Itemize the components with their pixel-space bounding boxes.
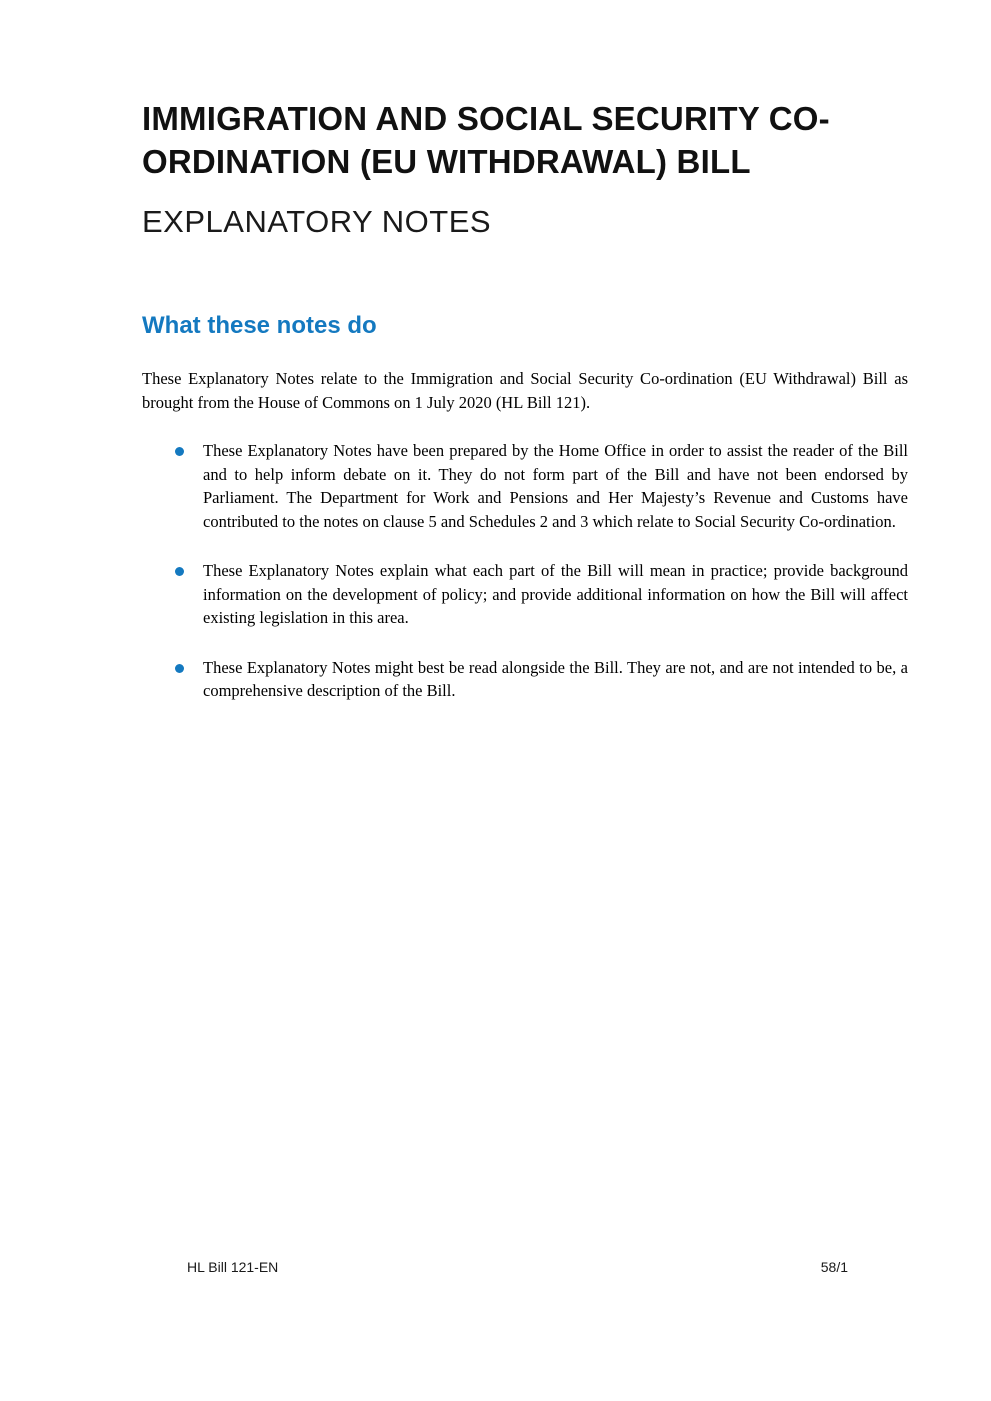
bullet-text: These Explanatory Notes explain what each part of the Bill will mean in practice; provide background information on the development of policy; and provide additional information on how the Bill will affect existing legislation in this area. bbox=[203, 561, 908, 627]
bill-title: IMMIGRATION AND SOCIAL SECURITY CO-ORDINATION (EU WITHDRAWAL) BILL bbox=[142, 100, 830, 180]
bullet-icon bbox=[175, 567, 184, 576]
page-footer bbox=[187, 1259, 848, 1275]
bullet-text: These Explanatory Notes might best be read alongside the Bill. They are not, and are not intended to be, a comprehensive description of the Bill. bbox=[203, 657, 908, 700]
section-heading: What these notes do bbox=[142, 312, 377, 339]
explanatory-notes-subtitle: EXPLANATORY NOTES bbox=[142, 204, 492, 239]
bullet-item bbox=[142, 656, 908, 703]
bullet-icon bbox=[175, 664, 184, 673]
footer-page-number: 58/1 bbox=[820, 1259, 848, 1275]
footer-bill-number: HL Bill 121-EN bbox=[187, 1259, 279, 1275]
bullet-icon bbox=[175, 447, 184, 456]
document-content bbox=[142, 0, 908, 729]
bullet-item bbox=[142, 439, 908, 533]
bullet-item bbox=[142, 559, 908, 630]
bullet-list bbox=[142, 439, 908, 703]
intro-paragraph: These Explanatory Notes relate to the Immigration and Social Security Co-ordination (EU Withdrawal) Bill as brought from the House of Commons on 1 July 2020 (HL Bill 121). bbox=[142, 369, 908, 412]
bullet-text: These Explanatory Notes have been prepared by the Home Office in order to assist the reader of the Bill and to help inform debate on it. They do not form part of the Bill and have not been endorsed by Parliament. The Department for Work and Pensions and Her Majesty’s Revenue and Customs have contributed to the notes on clause 5 and Schedules 2 and 3 which relate to Social Security Co-ordination. bbox=[203, 441, 908, 531]
